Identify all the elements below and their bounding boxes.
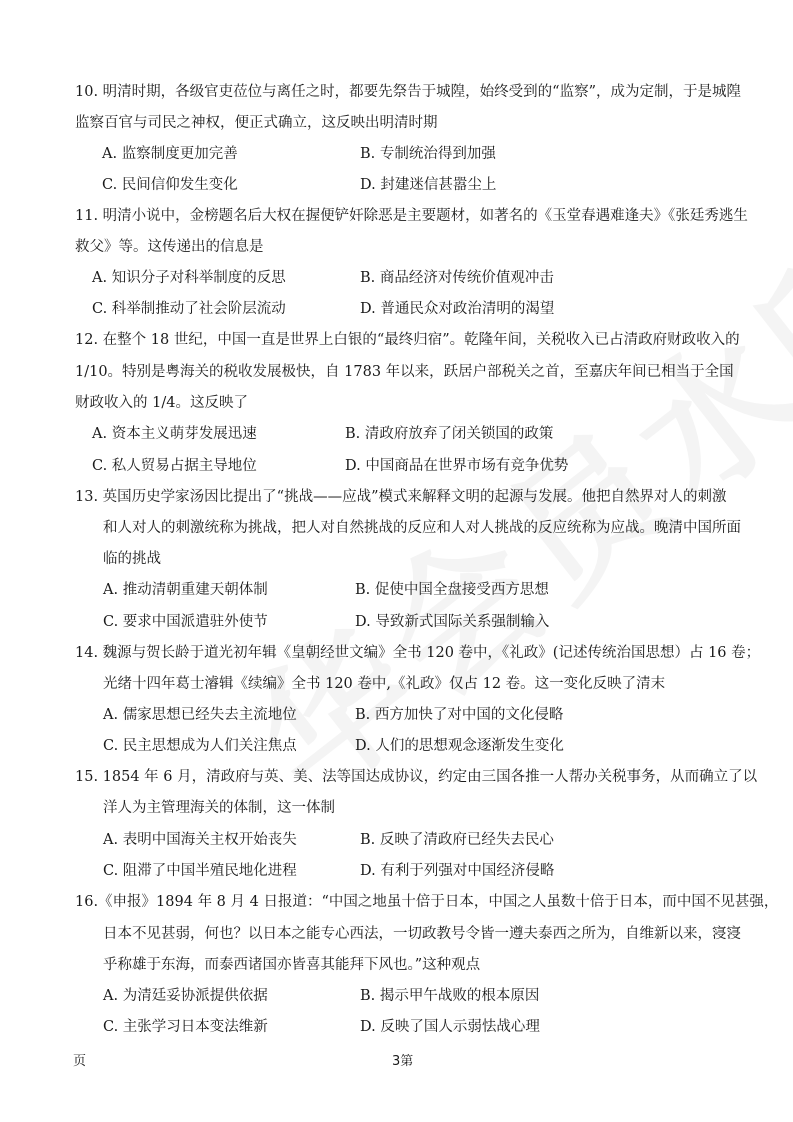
question-16-line-2: 日本不见甚弱，何也？以日本之能专心西法，一切政教号令皆一遵夫泰西之所为，自维新以来，寖寖 bbox=[103, 926, 741, 942]
q13-option-d: D. 导致新式国际关系强制输入 bbox=[355, 614, 550, 630]
q14-option-d: D. 人们的思想观念逐渐发生变化 bbox=[355, 738, 564, 754]
question-15-line-2: 洋人为主管理海关的体制，这一体制 bbox=[103, 800, 335, 816]
q13-option-a: A. 推动清朝重建天朝体制 bbox=[103, 582, 268, 598]
q15-option-a: A. 表明中国海关主权开始丧失 bbox=[103, 832, 297, 848]
question-15-line-1: 15. 1854 年 6 月，清政府与英、美、法等国达成协议，约定由三国各推一人帮办关税事务，从而确立了以 bbox=[75, 769, 758, 785]
q11-option-c: C. 科举制推动了社会阶层流动 bbox=[92, 301, 286, 317]
question-12-line-2: 1/10。特别是粤海关的税收发展极快，自 1783 年以来，跃居户部税关之首，至嘉庆年间已相当于全国 bbox=[75, 364, 734, 380]
q14-option-b: B. 西方加快了对中国的文化侵略 bbox=[355, 707, 564, 723]
q10-option-b: B. 专制统治得到加强 bbox=[360, 146, 496, 162]
q16-option-c: C. 主张学习日本变法维新 bbox=[103, 1019, 268, 1035]
question-11-line-1: 11. 明清小说中，金榜题名后大权在握便铲奸除恶是主要题材，如著名的《玉堂春遇难逢夫》《张廷秀逃生 bbox=[75, 208, 748, 224]
q16-option-b: B. 揭示甲午战败的根本原因 bbox=[360, 988, 540, 1004]
question-13-line-1: 13. 英国历史学家汤因比提出了“挑战——应战”模式来解释文明的起源与发展。他把自然界对人的刺激 bbox=[75, 489, 727, 505]
question-14-line-1: 14. 魏源与贺长龄于道光初年辑《皇朝经世文编》全书 120 卷中，《礼政》(记述传统治国思想）占 16 卷； bbox=[75, 645, 761, 661]
question-10-line-1: 10. 明清时期，各级官吏莅位与离任之时，都要先祭告于城隍，始终受到的“监察”，成为定制，于是城隍 bbox=[75, 84, 741, 100]
question-12-line-3: 财政收入的 1/4。这反映了 bbox=[75, 395, 248, 411]
q10-option-d: D. 封建迷信甚嚣尘上 bbox=[360, 177, 497, 193]
q10-option-c: C. 民间信仰发生变化 bbox=[102, 177, 238, 193]
q12-option-d: D. 中国商品在世界市场有竞争优势 bbox=[345, 458, 569, 474]
q15-option-c: C. 阻滞了中国半殖民地化进程 bbox=[103, 863, 297, 879]
q13-option-b: B. 促使中国全盘接受西方思想 bbox=[355, 582, 549, 598]
question-13-line-3: 临的挑战 bbox=[103, 551, 161, 567]
q14-option-a: A. 儒家思想已经失去主流地位 bbox=[103, 707, 297, 723]
question-11-line-2: 救父》等。这传递出的信息是 bbox=[75, 239, 264, 255]
q11-option-a: A. 知识分子对科举制度的反思 bbox=[92, 270, 286, 286]
question-13-line-2: 和人对人的刺激统称为挑战，把人对自然挑战的反应和人对人挑战的反应统称为应战。晚清中国所面 bbox=[103, 520, 741, 536]
q11-option-b: B. 商品经济对传统价值观冲击 bbox=[360, 270, 554, 286]
footer-page-label: 页 bbox=[73, 1054, 87, 1069]
q16-option-d: D. 反映了国人示弱怯战心理 bbox=[360, 1019, 540, 1035]
q12-option-a: A. 资本主义萌芽发展迅速 bbox=[92, 426, 257, 442]
q10-option-a: A. 监察制度更加完善 bbox=[102, 146, 238, 162]
q12-option-b: B. 清政府放弃了闭关锁国的政策 bbox=[345, 426, 554, 442]
q11-option-d: D. 普通民众对政治清明的渴望 bbox=[360, 301, 555, 317]
q14-option-c: C. 民主思想成为人们关注焦点 bbox=[103, 738, 297, 754]
question-16-line-1: 16.《申报》1894 年 8 月 4 日报道：“中国之地虽十倍于日本，中国之人虽数十倍于日本，而中国不见甚强， bbox=[75, 894, 779, 910]
question-12-line-1: 12. 在整个 18 世纪，中国一直是世界上白银的“最终归宿”。乾隆年间，关税收入已占清政府财政收入的 bbox=[75, 332, 740, 348]
q15-option-d: D. 有利于列强对中国经济侵略 bbox=[360, 863, 555, 879]
question-14-line-2: 光绪十四年葛士濬辑《续编》全书 120 卷中,《礼政》仅占 12 卷。这一变化反映了清末 bbox=[103, 676, 666, 692]
q13-option-c: C. 要求中国派遣驻外使节 bbox=[103, 614, 268, 630]
q15-option-b: B. 反映了清政府已经失去民心 bbox=[360, 832, 554, 848]
footer-page-number: 3第 bbox=[392, 1054, 414, 1069]
q16-option-a: A. 为清廷妥协派提供依据 bbox=[103, 988, 268, 1004]
q12-option-c: C. 私人贸易占据主导地位 bbox=[92, 458, 257, 474]
question-16-line-3: 乎称雄于东海，而泰西诸国亦皆喜其能拜下风也。”这种观点 bbox=[103, 957, 481, 973]
question-10-line-2: 监察百官与司民之神权，便正式确立，这反映出明清时期 bbox=[75, 115, 438, 131]
